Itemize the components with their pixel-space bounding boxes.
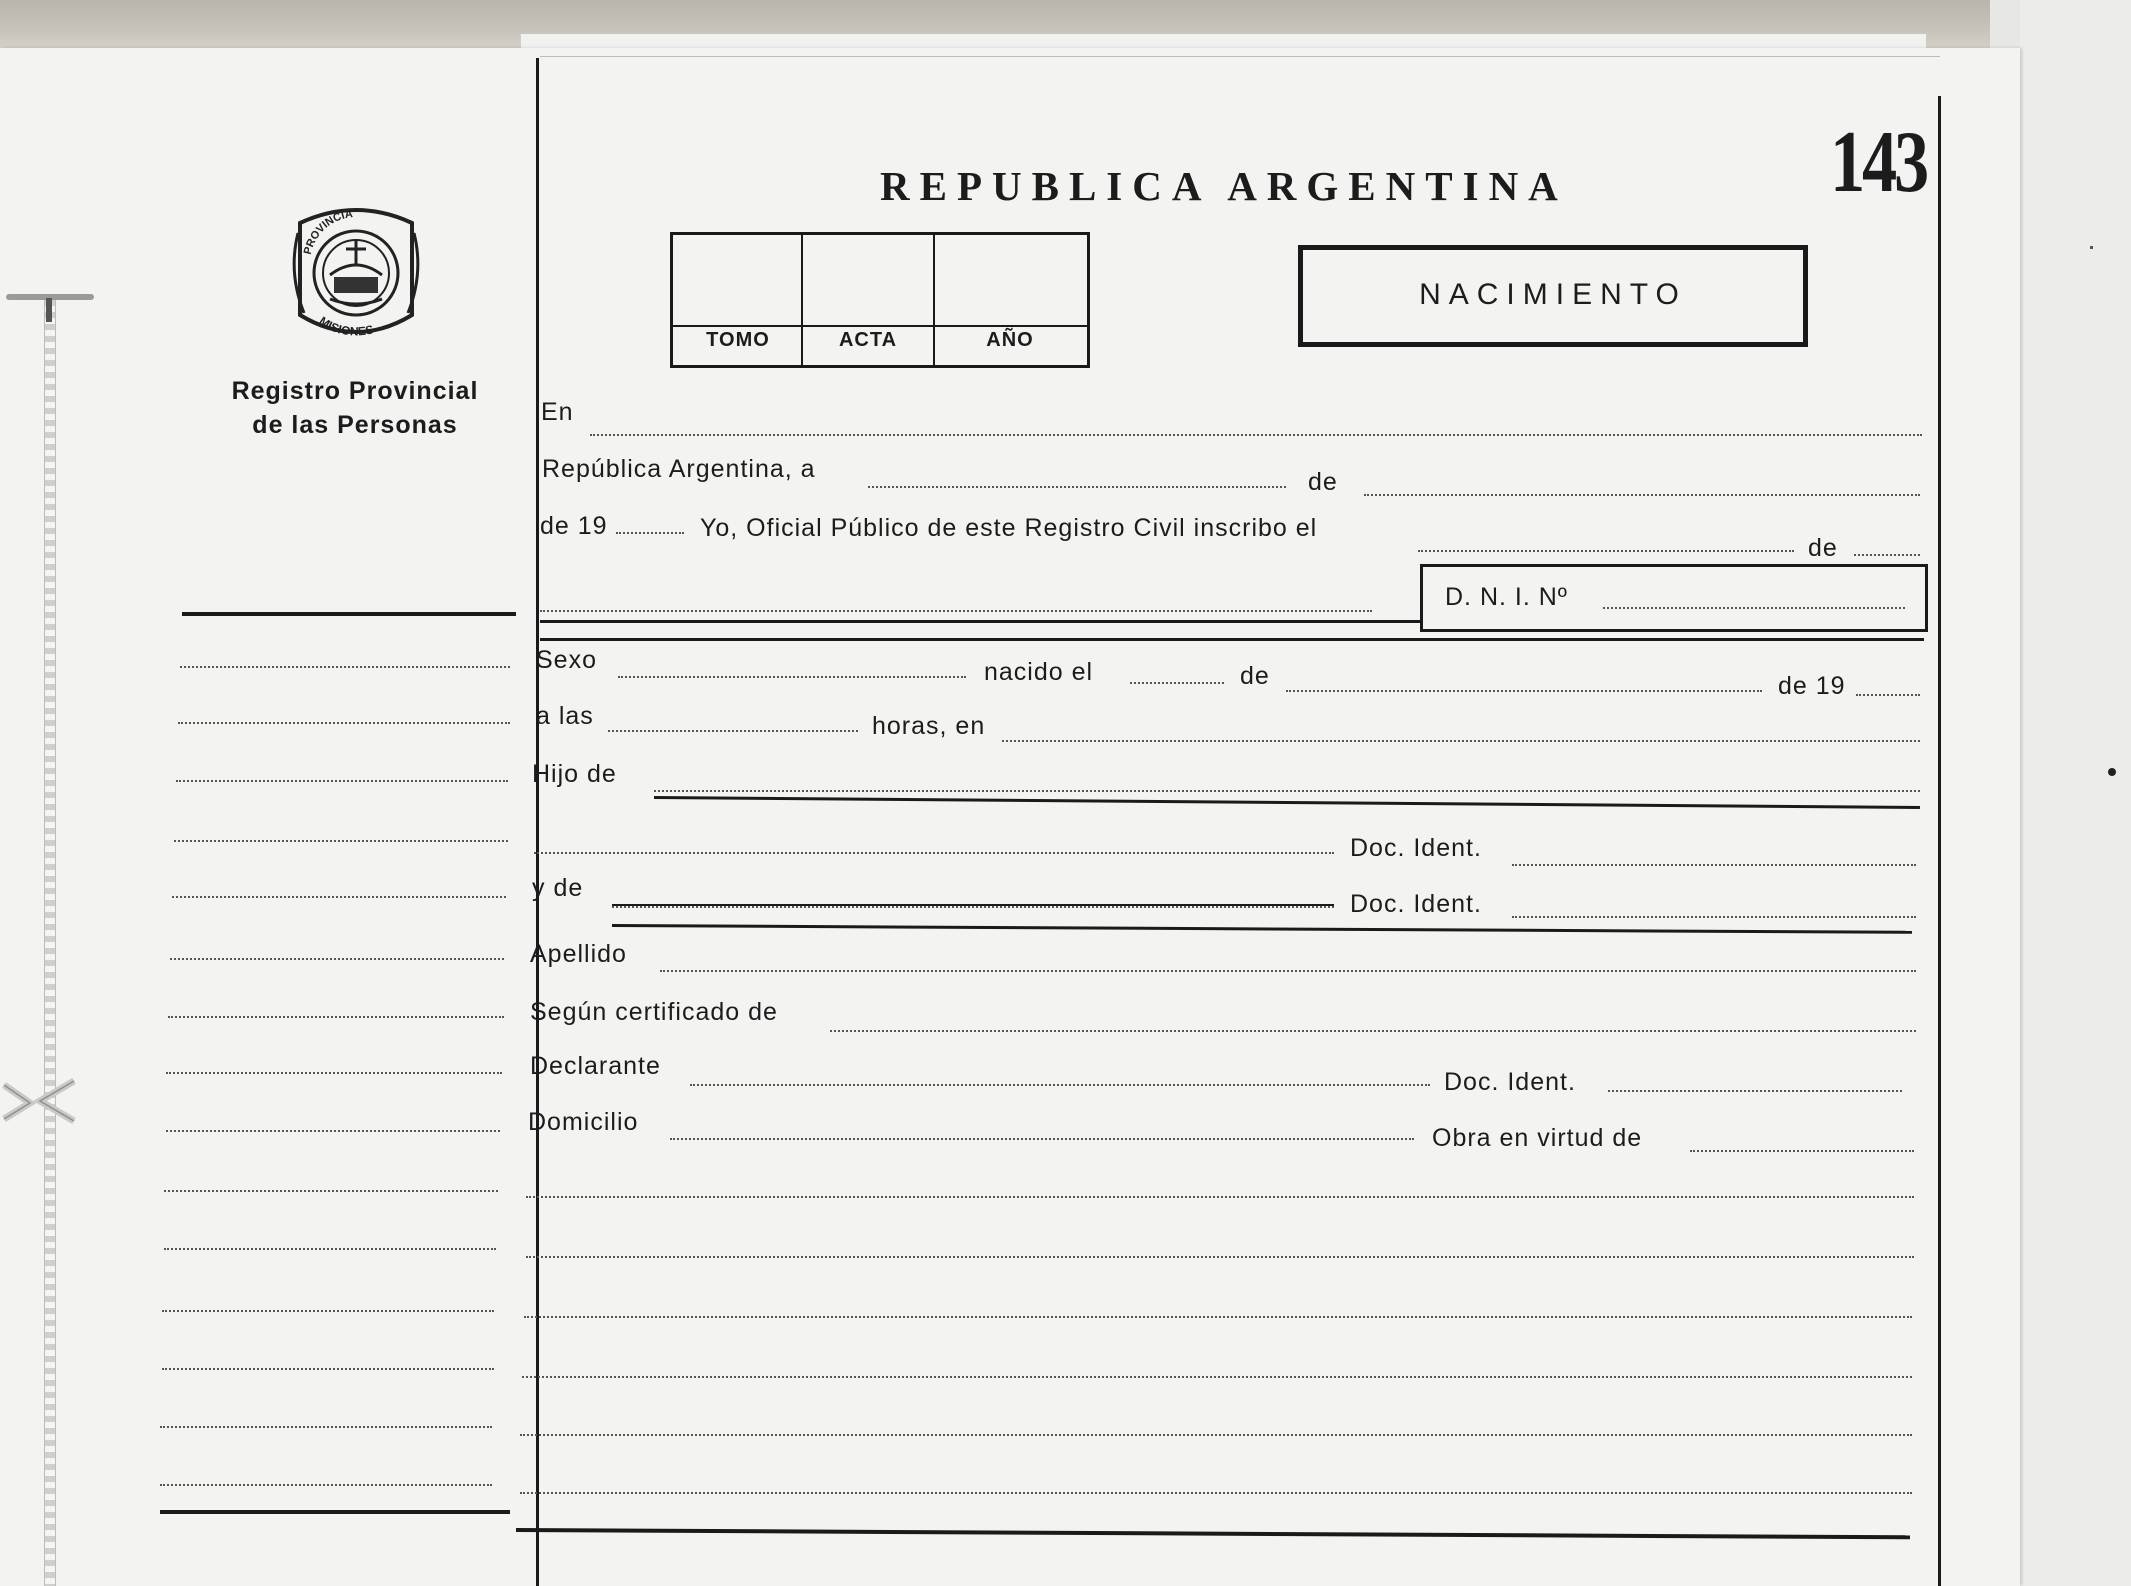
margin-line-4 bbox=[174, 840, 508, 842]
obra-en-virtud-label: Obra en virtud de bbox=[1432, 1124, 1643, 1152]
margin-line-15 bbox=[160, 1484, 492, 1486]
y-de-label: y de bbox=[532, 874, 584, 902]
hijo-de-label: Hijo de bbox=[532, 760, 617, 788]
sexo-label: Sexo bbox=[536, 646, 597, 674]
segun-certificado-label: Según certificado de bbox=[530, 998, 778, 1026]
misiones-seal-icon bbox=[290, 203, 422, 353]
margin-line-1 bbox=[180, 666, 510, 668]
dni-field[interactable] bbox=[1603, 607, 1905, 609]
inscribo-continuation-field[interactable] bbox=[540, 610, 1372, 612]
act-type-label: NACIMIENTO bbox=[1419, 278, 1687, 311]
father-doc-field[interactable] bbox=[1512, 864, 1916, 866]
inscribo-field[interactable] bbox=[1418, 550, 1794, 552]
margin-line-3 bbox=[176, 780, 508, 782]
margin-line-2 bbox=[178, 722, 510, 724]
birth-year-label: de 19 bbox=[1778, 672, 1846, 700]
blank-line-2[interactable] bbox=[526, 1256, 1914, 1258]
margin-line-14 bbox=[160, 1426, 492, 1428]
section-divider-2 bbox=[540, 638, 1924, 641]
margin-heavy-line-bottom bbox=[160, 1510, 510, 1514]
nacido-el-label: nacido el bbox=[984, 658, 1094, 686]
binding-knot-icon bbox=[0, 1075, 78, 1125]
declarante-doc-field[interactable] bbox=[1608, 1090, 1902, 1092]
svg-text:MISIONES: MISIONES bbox=[316, 313, 375, 339]
father-continuation-field[interactable] bbox=[534, 852, 1334, 854]
margin-line-11 bbox=[164, 1248, 496, 1250]
speck-2 bbox=[2090, 246, 2093, 249]
de-label-1: de bbox=[1308, 468, 1338, 496]
margin-line-7 bbox=[168, 1016, 504, 1018]
margin-separator bbox=[536, 58, 539, 1586]
dni-box bbox=[1420, 564, 1928, 632]
year-label: de 19 bbox=[540, 512, 608, 540]
domicilio-field[interactable] bbox=[670, 1138, 1414, 1140]
margin-line-9 bbox=[166, 1130, 500, 1132]
blank-line-6[interactable] bbox=[520, 1492, 1912, 1494]
doc-ident-label-1: Doc. Ident. bbox=[1350, 834, 1482, 862]
svg-text:PROVINCIA: PROVINCIA bbox=[301, 208, 354, 256]
binding-clip-stem bbox=[46, 298, 52, 322]
mother-field[interactable] bbox=[612, 906, 1334, 908]
birth-month-field[interactable] bbox=[1286, 690, 1762, 692]
page-title: REPUBLICA ARGENTINA bbox=[880, 163, 1568, 209]
en-field[interactable] bbox=[590, 434, 1922, 436]
margin-line-12 bbox=[162, 1310, 494, 1312]
horas-en-label: horas, en bbox=[872, 712, 986, 740]
obra-field[interactable] bbox=[1690, 1150, 1914, 1152]
margin-line-13 bbox=[162, 1368, 494, 1370]
de-label-3: de bbox=[1240, 662, 1270, 690]
apellido-field[interactable] bbox=[660, 970, 1916, 972]
month-field[interactable] bbox=[1364, 494, 1920, 496]
act-type-box bbox=[1298, 245, 1808, 347]
doc-ident-label-2: Doc. Ident. bbox=[1350, 890, 1482, 918]
blank-line-1[interactable] bbox=[526, 1196, 1914, 1198]
margin-line-6 bbox=[170, 958, 504, 960]
apellido-label: Apellido bbox=[530, 940, 627, 968]
registry-name-line-2: de las Personas bbox=[252, 411, 458, 439]
a-las-label: a las bbox=[536, 702, 594, 730]
speck-1 bbox=[2108, 768, 2116, 776]
mother-doc-field[interactable] bbox=[1512, 916, 1916, 918]
record-box-label-row bbox=[673, 325, 1087, 327]
birth-place-field[interactable] bbox=[1002, 740, 1920, 742]
republica-label: República Argentina, a bbox=[542, 455, 816, 483]
declarante-field[interactable] bbox=[690, 1084, 1430, 1086]
margin-heavy-line-top bbox=[182, 612, 516, 616]
acta-label: ACTA bbox=[838, 329, 898, 351]
certificado-field[interactable] bbox=[830, 1030, 1916, 1032]
doc-ident-label-3: Doc. Ident. bbox=[1444, 1068, 1576, 1096]
year-field[interactable] bbox=[616, 532, 684, 534]
birth-day-field[interactable] bbox=[1130, 682, 1224, 684]
right-border bbox=[1938, 96, 1941, 1586]
binding-cord bbox=[44, 300, 56, 1586]
margin-line-10 bbox=[164, 1190, 498, 1192]
blank-line-4[interactable] bbox=[522, 1376, 1912, 1378]
record-number-box bbox=[670, 232, 1090, 368]
anio-label: AÑO bbox=[986, 329, 1034, 351]
registry-name-line-1: Registro Provincial bbox=[231, 377, 479, 405]
sexo-field[interactable] bbox=[618, 676, 966, 678]
margin-line-5 bbox=[172, 896, 506, 898]
top-edge-line bbox=[540, 56, 1940, 57]
domicilio-label: Domicilio bbox=[528, 1108, 639, 1136]
folio-number: 143 bbox=[1830, 114, 1926, 211]
registry-name bbox=[200, 374, 510, 442]
en-label: En bbox=[541, 398, 574, 426]
day-field[interactable] bbox=[868, 486, 1286, 488]
inscribo-de-field[interactable] bbox=[1854, 554, 1920, 556]
birth-year-field[interactable] bbox=[1856, 694, 1920, 696]
margin-line-8 bbox=[166, 1072, 502, 1074]
background-table bbox=[2020, 0, 2131, 1586]
hour-field[interactable] bbox=[608, 730, 858, 732]
dni-label: D. N. I. Nº bbox=[1445, 583, 1568, 611]
section-divider-1 bbox=[540, 620, 1420, 623]
blank-line-5[interactable] bbox=[520, 1434, 1912, 1436]
blank-line-3[interactable] bbox=[524, 1316, 1912, 1318]
de-label-2: de bbox=[1808, 534, 1838, 562]
oficial-statement: Yo, Oficial Público de este Registro Civil inscribo el bbox=[700, 514, 1318, 542]
father-field[interactable] bbox=[654, 790, 1920, 792]
declarante-label: Declarante bbox=[530, 1052, 661, 1080]
tomo-label: TOMO bbox=[706, 329, 770, 351]
